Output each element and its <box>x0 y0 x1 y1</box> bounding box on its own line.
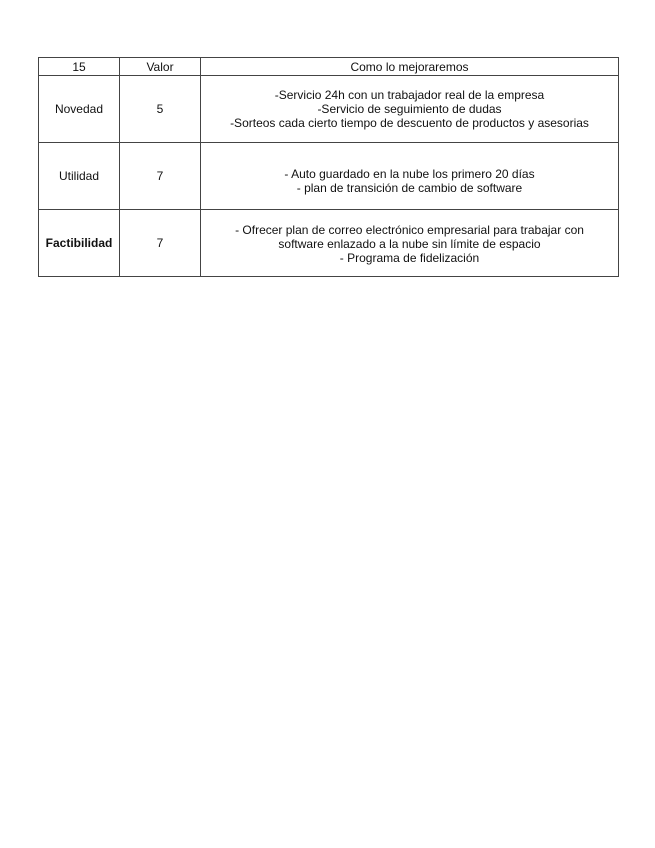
value-cell: 7 <box>120 143 201 210</box>
table-row <box>39 210 619 277</box>
improvement-line: - Ofrecer plan de correo electrónico empresarial para trabajar con <box>235 223 584 237</box>
improvement-line: software enlazado a la nube sin límite de espacio <box>278 237 541 251</box>
table-row <box>39 76 619 143</box>
improvement-line: - Auto guardado en la nube los primero 20 días <box>284 167 535 181</box>
criterion-cell: Utilidad <box>39 143 120 210</box>
improvement-cell <box>201 76 619 143</box>
header-value-cell: Valor <box>120 58 201 76</box>
table-header-row <box>39 58 619 76</box>
improvement-line: - plan de transición de cambio de software <box>296 181 523 195</box>
improvement-line: -Servicio 24h con un trabajador real de la empresa <box>274 88 545 102</box>
header-score-cell: 15 <box>39 58 120 76</box>
value-cell: 5 <box>120 76 201 143</box>
improvement-cell <box>201 210 619 277</box>
improvement-line: -Servicio de seguimiento de dudas <box>317 102 502 116</box>
value-cell: 7 <box>120 210 201 277</box>
header-improvement-cell: Como lo mejoraremos <box>201 58 619 76</box>
improvement-line: - Programa de fidelización <box>339 251 480 265</box>
criterion-cell: Factibilidad <box>39 210 120 277</box>
improvement-cell <box>201 143 619 210</box>
evaluation-table <box>38 57 619 277</box>
criterion-cell: Novedad <box>39 76 120 143</box>
table-row <box>39 143 619 210</box>
improvement-line: -Sorteos cada cierto tiempo de descuento de productos y asesorias <box>230 116 589 130</box>
